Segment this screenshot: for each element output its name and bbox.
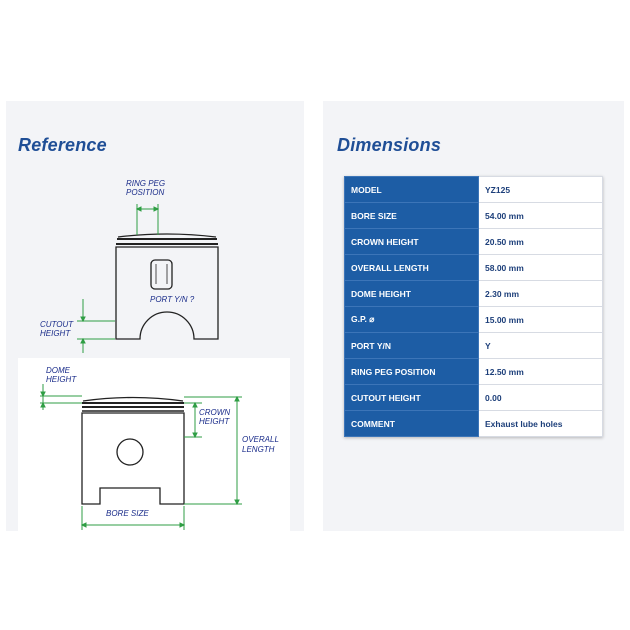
dome-label-line2: HEIGHT bbox=[46, 375, 77, 384]
dimensions-title: Dimensions bbox=[337, 135, 442, 155]
row-label: DOME HEIGHT bbox=[345, 281, 479, 307]
row-label: PORT Y/N bbox=[345, 333, 479, 359]
dome-label-line1: DOME bbox=[46, 366, 70, 375]
piston-reference-diagram bbox=[6, 101, 304, 531]
reference-panel bbox=[6, 101, 304, 531]
bottom-piston-drawing bbox=[82, 398, 184, 505]
row-label: CROWN HEIGHT bbox=[345, 229, 479, 255]
row-value: 54.00 mm bbox=[479, 203, 603, 229]
row-label: COMMENT bbox=[345, 411, 479, 437]
row-value: 20.50 mm bbox=[479, 229, 603, 255]
table-row bbox=[345, 307, 603, 333]
row-label: RING PEG POSITION bbox=[345, 359, 479, 385]
ring-peg-dimension bbox=[137, 204, 158, 235]
table-row bbox=[345, 411, 603, 437]
table-row bbox=[345, 203, 603, 229]
row-value: Exhaust lube holes bbox=[479, 411, 603, 437]
overall-label-line1: OVERALL bbox=[242, 435, 279, 444]
row-value: 0.00 bbox=[479, 385, 603, 411]
row-label: G.P. ⌀ bbox=[345, 307, 479, 333]
row-value: 2.30 mm bbox=[479, 281, 603, 307]
port-yn-label: PORT Y/N ? bbox=[150, 295, 195, 304]
table-row bbox=[345, 359, 603, 385]
dimensions-table bbox=[344, 176, 603, 437]
crown-label-line1: CROWN bbox=[199, 408, 231, 417]
dimensions-panel bbox=[323, 101, 624, 531]
row-value: 15.00 mm bbox=[479, 307, 603, 333]
row-value: Y bbox=[479, 333, 603, 359]
table-row bbox=[345, 281, 603, 307]
crown-label-line2: HEIGHT bbox=[199, 417, 230, 426]
cutout-dimension bbox=[77, 299, 115, 353]
table-row bbox=[345, 333, 603, 359]
bore-size-label: BORE SIZE bbox=[106, 509, 149, 518]
row-label: OVERALL LENGTH bbox=[345, 255, 479, 281]
table-row bbox=[345, 255, 603, 281]
table-row bbox=[345, 385, 603, 411]
row-label: MODEL bbox=[345, 177, 479, 203]
row-label: BORE SIZE bbox=[345, 203, 479, 229]
row-value: 12.50 mm bbox=[479, 359, 603, 385]
overall-label-line2: LENGTH bbox=[242, 445, 275, 454]
ring-peg-label-line1: RING PEG bbox=[126, 179, 166, 188]
top-piston-drawing bbox=[116, 234, 218, 339]
table-row bbox=[345, 229, 603, 255]
reference-title: Reference bbox=[18, 135, 107, 155]
table-row bbox=[345, 177, 603, 203]
row-value: YZ125 bbox=[479, 177, 603, 203]
row-label: CUTOUT HEIGHT bbox=[345, 385, 479, 411]
row-value: 58.00 mm bbox=[479, 255, 603, 281]
cutout-label-line1: CUTOUT bbox=[40, 320, 74, 329]
ring-peg-label-line2: POSITION bbox=[126, 188, 165, 197]
cutout-label-line2: HEIGHT bbox=[40, 329, 71, 338]
